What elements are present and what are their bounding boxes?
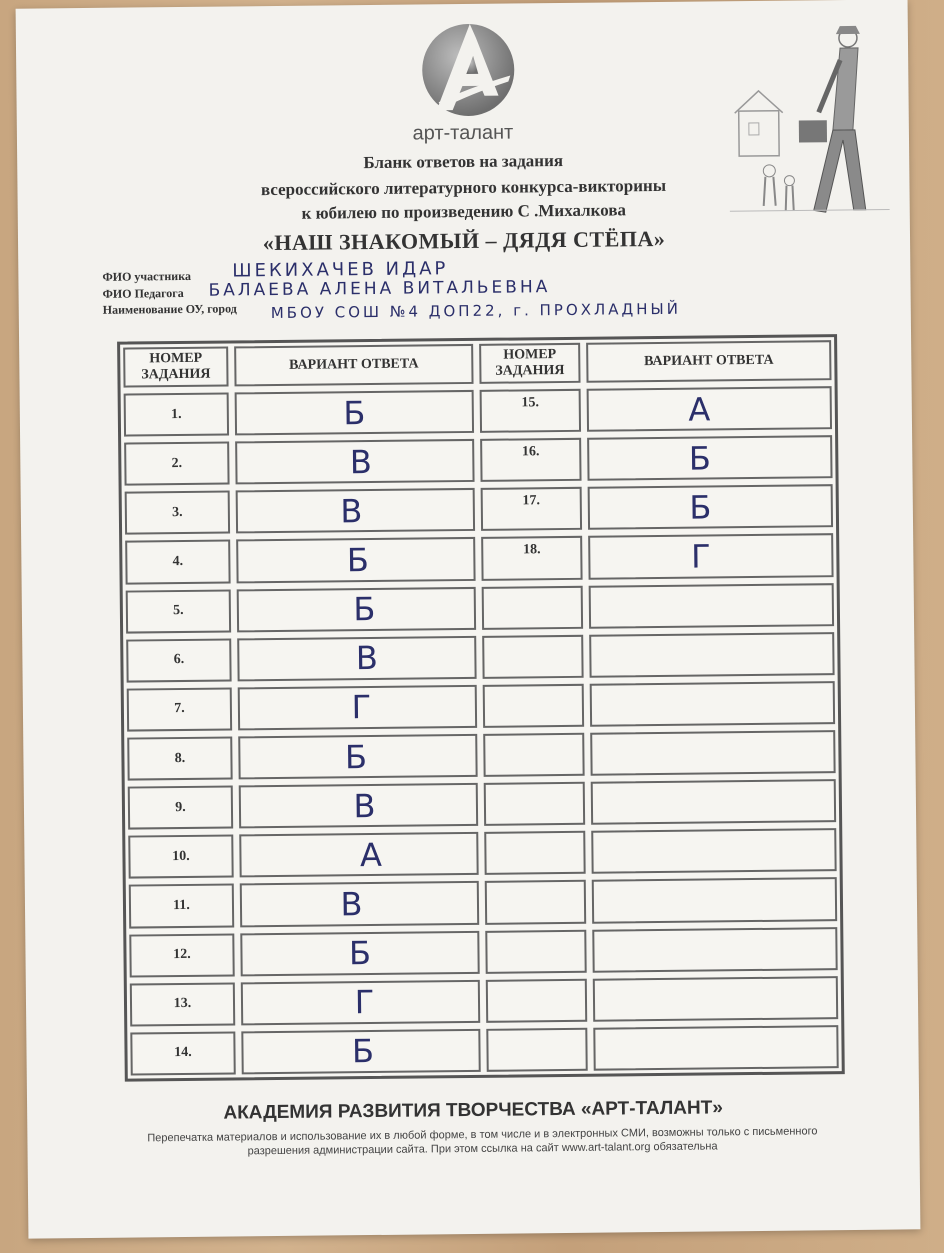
empty-cell — [483, 733, 584, 777]
task-number: 7. — [127, 687, 232, 731]
footer-title: АКАДЕМИЯ РАЗВИТИЯ ТВОРЧЕСТВА «АРТ-ТАЛАНТ» — [223, 1097, 723, 1124]
task-number: 10. — [128, 835, 233, 879]
empty-cell — [591, 779, 836, 825]
answers-table — [117, 334, 845, 1081]
task-number: 5. — [126, 589, 231, 633]
answer-value — [587, 386, 832, 432]
handwritten-answer: Г — [690, 537, 711, 576]
answer-value — [239, 783, 478, 829]
empty-cell — [593, 976, 838, 1022]
school-name: МБОУ СОШ №4 ДОП22, г. ПРОХЛАДНЫЙ — [270, 299, 682, 323]
empty-cell — [593, 1025, 838, 1071]
empty-cell — [591, 828, 836, 874]
header-line-2: всероссийского литературного конкурса-викторины — [260, 175, 667, 200]
handwritten-answer: Г — [354, 983, 375, 1022]
empty-cell — [486, 1028, 587, 1072]
empty-cell — [482, 585, 583, 629]
task-number: 6. — [126, 638, 231, 682]
header-answer-left: ВАРИАНТ ОТВЕТА — [234, 344, 473, 387]
answer-value — [241, 1029, 480, 1075]
handwritten-answer: Б — [689, 488, 712, 527]
header-line-1: Бланк ответов на задания — [363, 150, 564, 173]
handwritten-answer: Б — [343, 393, 366, 432]
empty-cell — [485, 929, 586, 973]
answer-value — [236, 488, 475, 534]
answer-value — [240, 930, 479, 976]
handwritten-answer: А — [688, 390, 711, 429]
handwritten-answer: В — [340, 491, 363, 531]
answer-value — [241, 980, 480, 1026]
handwritten-answer: Б — [351, 1032, 375, 1071]
answer-value — [237, 636, 476, 682]
answer-value — [588, 484, 833, 530]
header-answer-right: ВАРИАНТ ОТВЕТА — [586, 340, 831, 383]
answer-value — [235, 390, 474, 436]
task-number: 15. — [480, 389, 581, 433]
handwritten-answer: Б — [688, 439, 711, 478]
empty-cell — [589, 632, 834, 678]
empty-cell — [482, 634, 583, 678]
empty-cell — [483, 684, 584, 728]
task-number: 14. — [130, 1031, 235, 1075]
header-task-number-right: НОМЕР ЗАДАНИЯ — [479, 343, 580, 384]
school-label: Наименование ОУ, город — [102, 301, 237, 317]
task-number: 11. — [129, 884, 234, 928]
header-line-3: к юбилею по произведению С .Михалкова — [301, 200, 627, 223]
empty-cell — [590, 730, 835, 776]
task-number: 4. — [125, 540, 230, 584]
answer-value — [588, 534, 833, 580]
brand-name: арт-талант — [412, 121, 514, 145]
empty-cell — [592, 878, 837, 924]
task-number: 12. — [129, 933, 234, 977]
empty-cell — [484, 782, 585, 826]
task-number: 16. — [480, 438, 581, 482]
answer-value — [240, 881, 479, 927]
empty-cell — [590, 681, 835, 727]
empty-cell — [589, 583, 834, 629]
answer-value — [238, 685, 477, 731]
answer-sheet — [16, 0, 921, 1239]
task-number: 1. — [124, 392, 229, 436]
task-number: 9. — [128, 786, 233, 830]
handwritten-answer: В — [355, 639, 379, 678]
answer-value — [237, 586, 476, 632]
handwritten-answer: В — [353, 786, 376, 825]
answer-value — [238, 734, 477, 780]
handwritten-answer: Г — [351, 688, 372, 727]
art-talant-logo-icon — [418, 17, 519, 124]
answer-value — [587, 435, 832, 481]
task-number: 17. — [481, 487, 582, 531]
empty-cell — [484, 831, 585, 875]
task-number: 18. — [481, 536, 582, 580]
task-number: 3. — [125, 491, 230, 535]
empty-cell — [592, 927, 837, 973]
task-number: 8. — [127, 736, 232, 780]
contest-title: «НАШ ЗНАКОМЫЙ – ДЯДЯ СТЁПА» — [262, 225, 666, 256]
handwritten-answer: А — [359, 835, 383, 874]
participant-name: ШЕКИХАЧЕВ ИДАР — [232, 258, 449, 282]
task-number: 2. — [124, 442, 229, 486]
handwritten-answer: Б — [344, 737, 368, 776]
teacher-name: БАЛАЕВА АЛЕНА ВИТАЛЬЕВНА — [208, 277, 551, 301]
empty-cell — [486, 978, 587, 1022]
footer-note: Перепечатка материалов и использование их в любой форме, в том числе и в электронных СМИ, возможны только с письменного разрешения администрации сайта. При этом ссылка на сайт www.art-talant.org обязательна — [147, 1125, 818, 1158]
handwritten-answer: В — [340, 885, 363, 924]
answer-value — [235, 439, 474, 485]
handwritten-answer: Б — [348, 934, 372, 973]
handwritten-answer: Б — [346, 541, 370, 580]
header-task-number-left: НОМЕР ЗАДАНИЯ — [123, 346, 228, 387]
handwritten-answer: Б — [353, 590, 376, 629]
participant-label: ФИО участника — [102, 268, 191, 284]
handwritten-answer: В — [349, 442, 373, 481]
answer-value — [239, 832, 478, 878]
task-number: 13. — [130, 982, 235, 1026]
teacher-label: ФИО Педагога — [102, 285, 184, 301]
empty-cell — [485, 880, 586, 924]
answer-value — [236, 537, 475, 583]
